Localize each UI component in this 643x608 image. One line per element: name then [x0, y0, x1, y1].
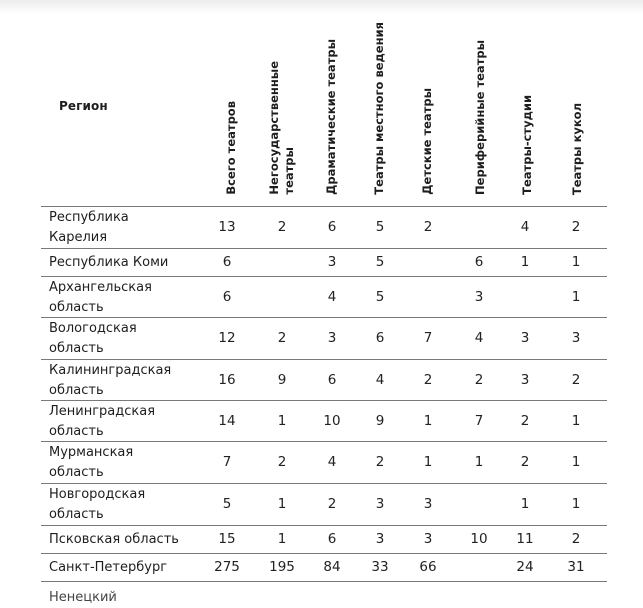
- value-cell: 3: [375, 496, 385, 512]
- region-name: Санкт-Петербург: [49, 560, 168, 575]
- value-cell: 66: [419, 559, 437, 575]
- region-name: Новгородская область: [49, 487, 146, 522]
- header-region: Регион: [59, 99, 108, 113]
- value-cell: 2: [277, 330, 287, 346]
- value-cell: 2: [375, 454, 385, 470]
- table-row: [41, 554, 607, 582]
- value-cell: 5: [375, 254, 385, 270]
- value-cell: 1: [571, 454, 581, 470]
- value-cell: 4: [474, 330, 484, 346]
- table-row: [41, 277, 607, 318]
- value-cell: 3: [474, 288, 484, 305]
- value-cell: 6: [327, 371, 337, 388]
- value-cell: 12: [218, 330, 236, 346]
- value-cell: 3: [327, 330, 337, 346]
- value-cell: 2: [474, 371, 484, 388]
- value-cell: 3: [571, 330, 581, 346]
- value-cell: 33: [371, 559, 389, 575]
- value-cell: 1: [423, 454, 433, 470]
- value-cell: 3: [327, 254, 337, 270]
- value-cell: 6: [222, 288, 232, 305]
- region-name: Псковская область: [49, 532, 179, 547]
- region-name: Республика Коми: [49, 255, 169, 270]
- value-cell: 10: [470, 531, 488, 547]
- region-name: Калининградская область: [49, 362, 172, 398]
- value-cell: 7: [423, 330, 433, 346]
- value-cell: 1: [571, 254, 581, 270]
- value-cell: 1: [571, 288, 581, 305]
- value-cell: 1: [571, 496, 581, 512]
- value-cell: 1: [571, 412, 581, 429]
- value-cell: 1: [423, 412, 433, 429]
- table-row: [41, 442, 607, 484]
- value-cell: 4: [520, 219, 530, 235]
- value-cell: 7: [474, 412, 484, 429]
- value-cell: 2: [520, 454, 530, 470]
- value-cell: 4: [375, 371, 385, 388]
- header-children: Детские театры: [420, 88, 434, 195]
- region-name: Республика Карелия: [49, 210, 129, 245]
- table-row: [41, 360, 607, 401]
- value-cell: 4: [327, 288, 337, 305]
- header-total: Всего театров: [224, 101, 238, 195]
- value-cell: 2: [277, 219, 287, 235]
- value-cell: 4: [327, 454, 337, 470]
- cut-off-row-label: Ненецкий: [49, 590, 117, 605]
- value-cell: 2: [571, 219, 581, 235]
- value-cell: 1: [277, 412, 287, 429]
- value-cell: 2: [277, 454, 287, 470]
- value-cell: 3: [423, 496, 433, 512]
- table-row: [41, 401, 607, 442]
- header-local: Театры местного ведения: [372, 22, 386, 195]
- value-cell: 2: [520, 412, 530, 429]
- value-cell: 1: [520, 254, 530, 270]
- value-cell: 2: [327, 496, 337, 512]
- value-cell: 6: [327, 219, 337, 235]
- value-cell: 1: [277, 496, 287, 512]
- value-cell: 2: [423, 371, 433, 388]
- region-name: Ленинградская область: [49, 403, 156, 439]
- row-divider: [41, 581, 607, 582]
- region-name: Архангельская область: [49, 279, 152, 315]
- value-cell: 31: [567, 559, 585, 575]
- value-cell: 7: [222, 454, 232, 470]
- value-cell: 10: [323, 412, 341, 429]
- value-cell: 15: [218, 531, 236, 547]
- value-cell: 1: [277, 531, 287, 547]
- table-row: [41, 526, 607, 554]
- table-header: [41, 0, 607, 207]
- value-cell: 1: [474, 454, 484, 470]
- value-cell: 84: [323, 559, 341, 575]
- value-cell: 11: [516, 531, 534, 547]
- value-cell: 6: [327, 531, 337, 547]
- table-row: [41, 484, 607, 526]
- table-row: [41, 318, 607, 360]
- value-cell: 2: [571, 371, 581, 388]
- table-row: [41, 249, 607, 277]
- value-cell: 6: [375, 330, 385, 346]
- value-cell: 5: [375, 219, 385, 235]
- value-cell: 6: [474, 254, 484, 270]
- header-peripheral: Периферийные театры: [473, 40, 487, 195]
- value-cell: 9: [375, 412, 385, 429]
- value-cell: 3: [520, 330, 530, 346]
- header-studio: Театры-студии: [520, 95, 534, 195]
- value-cell: 1: [520, 496, 530, 512]
- value-cell: 24: [516, 559, 534, 575]
- header-drama: Драматические театры: [324, 39, 338, 195]
- value-cell: 5: [375, 288, 385, 305]
- value-cell: 16: [218, 371, 236, 388]
- value-cell: 275: [214, 559, 240, 575]
- value-cell: 2: [423, 219, 433, 235]
- region-name: Мурманская область: [49, 445, 134, 480]
- value-cell: 13: [218, 219, 236, 235]
- value-cell: 2: [571, 531, 581, 547]
- value-cell: 3: [375, 531, 385, 547]
- region-name: Вологодская область: [49, 321, 137, 356]
- table-row: [41, 207, 607, 249]
- value-cell: 5: [222, 496, 232, 512]
- value-cell: 195: [269, 559, 295, 575]
- value-cell: 14: [218, 412, 236, 429]
- value-cell: 3: [423, 531, 433, 547]
- header-nonstate: Негосударственные театры: [267, 61, 296, 195]
- value-cell: 6: [222, 254, 232, 270]
- header-puppet: Театры кукол: [570, 102, 584, 195]
- value-cell: 9: [277, 371, 287, 388]
- value-cell: 3: [520, 371, 530, 388]
